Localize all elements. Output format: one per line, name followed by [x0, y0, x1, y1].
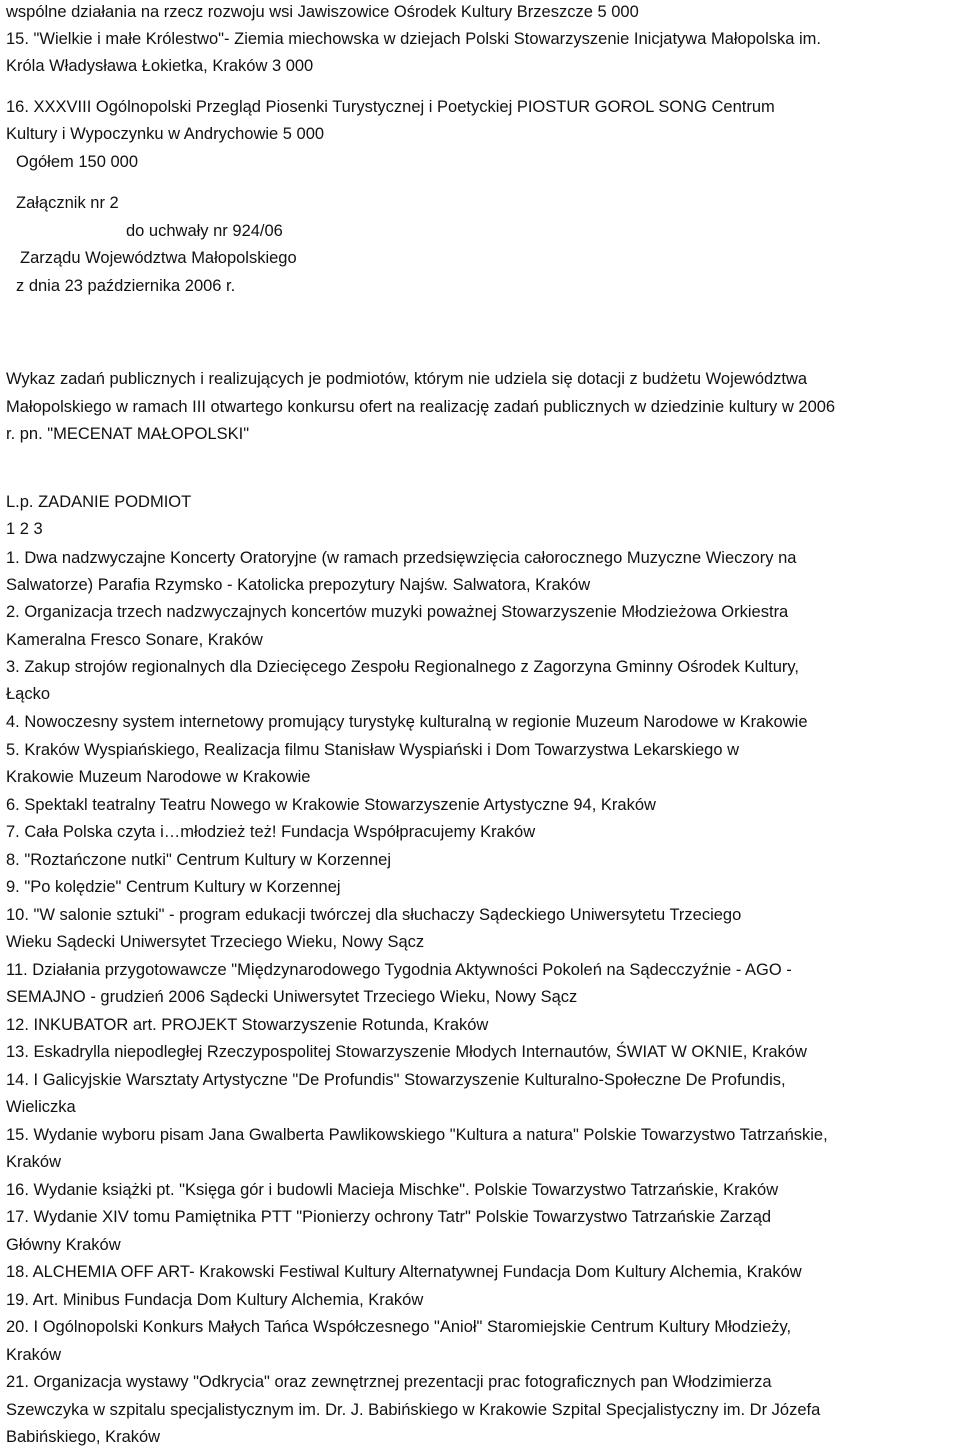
list-item: SEMAJNO - grudzień 2006 Sądecki Uniwersytet Trzeciego Wieku, Nowy Sącz [6, 988, 578, 1006]
text-line: 15. "Wielkie i małe Królestwo"- Ziemia miechowska w dziejach Polski Stowarzyszenie Inicjatywa Małopolska im. [6, 30, 821, 48]
list-item: 4. Nowoczesny system internetowy promujący turystykę kulturalną w regionie Muzeum Narodowe w Krakowie [6, 713, 808, 731]
list-item: 18. ALCHEMIA OFF ART- Krakowski Festiwal Kultury Alternatywnej Fundacja Dom Kultury Alchemia, Kraków [6, 1263, 802, 1281]
list-item: 15. Wydanie wyboru pisam Jana Gwalberta Pawlikowskiego "Kultura a natura" Polskie Towarzystwo Tatrzańskie, [6, 1126, 828, 1144]
list-item: 11. Działania przygotowawcze "Międzynarodowego Tygodnia Aktywności Pokoleń na Sądecczyźnie - AGO - [6, 961, 792, 979]
list-item: 9. "Po kolędzie" Centrum Kultury w Korzennej [6, 878, 341, 896]
list-item: Kraków [6, 1153, 62, 1171]
heading-line: Małopolskiego w ramach III otwartego konkursu ofert na realizację zadań publicznych w dziedzinie kultury w 2006 [6, 398, 836, 416]
list-item: 14. I Galicyjskie Warsztaty Artystyczne "De Profundis" Stowarzyszenie Kulturalno-Społeczne De Profundis, [6, 1071, 786, 1089]
list-item: 5. Kraków Wyspiańskiego, Realizacja filmu Stanisław Wyspiański i Dom Towarzystwa Lekarskiego w [6, 741, 740, 759]
column-numbers: 1 2 3 [6, 520, 43, 538]
list-item: Szewczyka w szpitalu specjalistycznym im. Dr. J. Babińskiego w Krakowie Szpital Specjalistyczny im. Dr Józefa [6, 1401, 821, 1419]
list-item: 21. Organizacja wystawy "Odkrycia" oraz zewnętrznej prezentacji prac fotograficznych pan Włodzimierza [6, 1373, 772, 1391]
list-item: 16. Wydanie książki pt. "Księga gór i budowli Macieja Mischke". Polskie Towarzystwo Tatrzańskie, Kraków [6, 1181, 779, 1199]
heading-line: r. pn. "MECENAT MAŁOPOLSKI" [6, 425, 250, 443]
list-item: Salwatorze) Parafia Rzymsko - Katolicka prepozytury Najśw. Salwatora, Kraków [6, 576, 591, 594]
list-item: Kraków [6, 1346, 62, 1364]
list-item: Kameralna Fresco Sonare, Kraków [6, 631, 263, 649]
text-line: Króla Władysława Łokietka, Kraków 3 000 [6, 57, 314, 75]
list-item: 1. Dwa nadzwyczajne Koncerty Oratoryjne (w ramach przedsięwzięcia całorocznego Muzyczne Wieczory na [6, 549, 797, 567]
list-item: 6. Spektakl teatralny Teatru Nowego w Krakowie Stowarzyszenie Artystyczne 94, Kraków [6, 796, 656, 814]
resolution-date: z dnia 23 października 2006 r. [16, 277, 236, 295]
heading-line: Wykaz zadań publicznych i realizujących je podmiotów, którym nie udziela się dotacji z budżetu Województwa [6, 370, 808, 388]
list-item: 3. Zakup strojów regionalnych dla Dziecięcego Zespołu Regionalnego z Zagorzyna Gminny Ośrodek Kultury, [6, 658, 800, 676]
list-item: Wieku Sądecki Uniwersytet Trzeciego Wieku, Nowy Sącz [6, 933, 425, 951]
list-item: 19. Art. Minibus Fundacja Dom Kultury Alchemia, Kraków [6, 1291, 424, 1309]
list-item: Łącko [6, 685, 51, 703]
total-line: Ogółem 150 000 [16, 153, 139, 171]
list-item: 20. I Ogólnopolski Konkurs Małych Tańca Współczesnego "Anioł" Staromiejskie Centrum Kultury Młodzieży, [6, 1318, 792, 1336]
list-item: 10. "W salonie sztuki" - program edukacji twórczej dla słuchaczy Sądeckiego Uniwersytetu Trzeciego [6, 906, 742, 924]
table-header: L.p. ZADANIE PODMIOT [6, 493, 192, 511]
attachment-number: Załącznik nr 2 [16, 194, 119, 212]
resolution-number: do uchwały nr 924/06 [126, 222, 283, 240]
list-item: 13. Eskadrylla niepodległej Rzeczypospolitej Stowarzyszenie Młodych Internautów, ŚWIAT W OKNIE, Kraków [6, 1043, 807, 1061]
list-item: 8. "Roztańczone nutki" Centrum Kultury w Korzennej [6, 851, 391, 869]
list-item: Wieliczka [6, 1098, 76, 1116]
list-item: 12. INKUBATOR art. PROJEKT Stowarzyszenie Rotunda, Kraków [6, 1016, 489, 1034]
text-line: wspólne działania na rzecz rozwoju wsi Jawiszowice Ośrodek Kultury Brzeszcze 5 000 [6, 3, 639, 21]
list-item: Krakowie Muzeum Narodowe w Krakowie [6, 768, 311, 786]
text-line: 16. XXXVIII Ogólnopolski Przegląd Piosenki Turystycznej i Poetyckiej PIOSTUR GOROL SONG Centrum [6, 98, 775, 116]
list-item: Główny Kraków [6, 1236, 121, 1254]
list-item: 17. Wydanie XIV tomu Pamiętnika PTT "Pionierzy ochrony Tatr" Polskie Towarzystwo Tatrzańskie Zarząd [6, 1208, 772, 1226]
text-line: Kultury i Wypoczynku w Andrychowie 5 000 [6, 125, 325, 143]
resolution-board: Zarządu Województwa Małopolskiego [20, 249, 297, 267]
list-item: 7. Cała Polska czyta i…młodzież też! Fundacja Współpracujemy Kraków [6, 823, 536, 841]
list-item: 2. Organizacja trzech nadzwyczajnych koncertów muzyki poważnej Stowarzyszenie Młodzieżowa Orkiestra [6, 603, 789, 621]
list-item: Babińskiego, Kraków [6, 1428, 161, 1446]
